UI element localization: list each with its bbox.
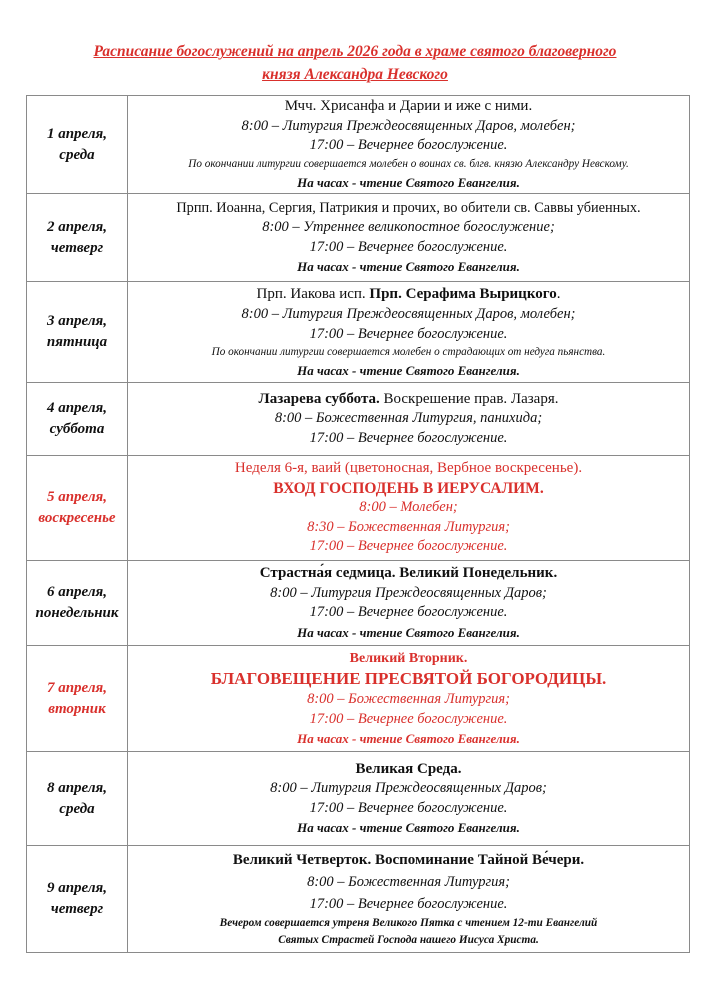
service-time: 8:30 – Божественная Литургия;: [307, 518, 510, 535]
date: 1 апреля,: [46, 125, 108, 142]
table-row: [27, 752, 690, 846]
table-row: [27, 282, 690, 383]
saint-commemoration: Прпп. Иоанна, Сергия, Патрикия и прочих, во обители св. Саввы убиенных.: [176, 199, 641, 216]
document-title: [0, 40, 710, 86]
service-time: 17:00 – Вечернее богослужение.: [309, 325, 508, 342]
service-note: По окончании литургии совершается молебен о воинах св. блгв. князю Александру Невскому.: [188, 157, 629, 170]
saint-text: Воскрешение прав. Лазаря.: [379, 390, 559, 407]
saint-text-bold: Прп. Серафима Вырицкого: [369, 286, 557, 303]
service-time: 17:00 – Вечернее богослужение.: [309, 604, 508, 620]
saint-text: .: [556, 286, 561, 303]
service-time: 17:00 – Вечернее богослужение.: [309, 137, 508, 153]
gospel-reading-note: На часах - чтение Святого Евангелия.: [297, 731, 520, 746]
saint-commemoration: Великий Четверток. Воспоминание Тайной Ве́чери.: [232, 852, 585, 868]
service-note: Святых Страстей Господа нашего Иисуса Христа.: [278, 934, 539, 946]
date-cell: [27, 646, 128, 752]
feast-title: БЛАГОВЕЩЕНИЕ ПРЕСВЯТОЙ БОГОРОДИЦЫ.: [210, 669, 607, 688]
table-row: [27, 846, 690, 953]
schedule-table: [26, 95, 690, 953]
title-line-1: Расписание богослужений на апрель 2026 года в храме святого благоверного: [93, 43, 617, 60]
saint-commemoration: [128, 390, 689, 410]
table-row: [27, 646, 690, 752]
saint-commemoration: Великий Вторник.: [349, 650, 468, 666]
date-cell: [27, 96, 128, 194]
date: 3 апреля,: [46, 313, 108, 329]
service-cell: [128, 752, 690, 846]
table-row: [27, 383, 690, 456]
service-cell: [128, 282, 690, 383]
gospel-reading-note: На часах - чтение Святого Евангелия.: [297, 363, 520, 379]
weekday: среда: [59, 800, 95, 817]
date: 2 апреля,: [46, 218, 108, 235]
service-time: 17:00 – Вечернее богослужение.: [309, 799, 508, 816]
service-cell: [128, 194, 690, 282]
service-time: 17:00 – Вечернее богослужение.: [309, 710, 508, 727]
saint-commemoration: Мчч. Хрисанфа и Дарии и иже с ними.: [284, 98, 533, 114]
service-time: 17:00 – Вечернее богослужение.: [309, 538, 508, 555]
gospel-reading-note: На часах - чтение Святого Евангелия.: [297, 624, 520, 640]
weekday: среда: [59, 146, 95, 163]
date-cell: [27, 752, 128, 846]
date: 7 апреля,: [46, 679, 108, 696]
service-cell: [128, 96, 690, 194]
saint-commemoration: Великая Среда.: [355, 760, 462, 777]
gospel-reading-note: На часах - чтение Святого Евангелия.: [297, 820, 520, 835]
table-row: [27, 456, 690, 561]
service-time: 8:00 – Литургия Преждеосвященных Даров;: [270, 584, 547, 601]
service-time: 8:00 – Божественная Литургия;: [307, 691, 510, 707]
date: 6 апреля,: [46, 584, 108, 600]
date-cell: [27, 561, 128, 646]
service-note: По окончании литургии совершается молебен о страдающих от недуга пьянства.: [211, 346, 606, 359]
saint-commemoration: Неделя 6-я, ваий (цветоносная, Вербное воскресенье).: [234, 460, 583, 477]
weekday: воскресенье: [38, 510, 116, 526]
saint-text-bold: Лазарева суббота.: [258, 390, 380, 407]
weekday: четверг: [50, 901, 104, 917]
weekday: пятница: [46, 334, 108, 350]
service-cell: [128, 561, 690, 646]
gospel-reading-note: На часах - чтение Святого Евангелия.: [297, 259, 520, 274]
saint-text: Прп. Иакова исп.: [256, 286, 370, 303]
table-row: [27, 194, 690, 282]
service-time: 8:00 – Божественная Литургия;: [307, 874, 510, 890]
date: 9 апреля,: [46, 880, 108, 896]
saint-commemoration: [128, 283, 689, 305]
service-time: 8:00 – Утреннее великопостное богослужение;: [262, 219, 555, 235]
service-cell: [128, 646, 690, 752]
service-time: 8:00 – Литургия Преждеосвященных Даров, молебен;: [241, 117, 576, 134]
date-cell: [27, 194, 128, 282]
service-time: 17:00 – Вечернее богослужение.: [309, 429, 508, 446]
saint-commemoration: Страстна́я седмица. Великий Понедельник.: [259, 565, 558, 581]
service-time: 8:00 – Литургия Преждеосвященных Даров, молебен;: [241, 306, 576, 323]
weekday: понедельник: [35, 605, 119, 621]
weekday: четверг: [50, 239, 104, 256]
service-time: 8:00 – Божественная Литургия, панихида;: [274, 410, 543, 427]
date-cell: [27, 282, 128, 383]
date-cell: [27, 846, 128, 953]
table-row: [27, 96, 690, 194]
service-time: 17:00 – Вечернее богослужение.: [309, 238, 508, 255]
service-time: 17:00 – Вечернее богослужение.: [309, 896, 508, 912]
date: 8 апреля,: [46, 779, 108, 796]
date: 4 апреля,: [46, 400, 108, 416]
date-cell: [27, 456, 128, 561]
service-cell: [128, 383, 690, 456]
service-time: 8:00 – Литургия Преждеосвященных Даров;: [270, 780, 547, 796]
title-line-2: князя Александра Невского: [262, 66, 448, 83]
table-row: [27, 561, 690, 646]
date-cell: [27, 383, 128, 456]
service-time: 8:00 – Молебен;: [359, 499, 458, 516]
weekday: суббота: [49, 421, 105, 437]
service-cell: [128, 456, 690, 561]
service-cell: [128, 846, 690, 953]
service-note: Вечером совершается утреня Великого Пятка с чтением 12-ти Евангелий: [219, 917, 598, 929]
feast-title: ВХОД ГОСПОДЕНЬ В ИЕРУСАЛИМ.: [273, 479, 544, 497]
date: 5 апреля,: [46, 489, 108, 505]
gospel-reading-note: На часах - чтение Святого Евангелия.: [297, 174, 520, 190]
weekday: вторник: [48, 700, 106, 717]
